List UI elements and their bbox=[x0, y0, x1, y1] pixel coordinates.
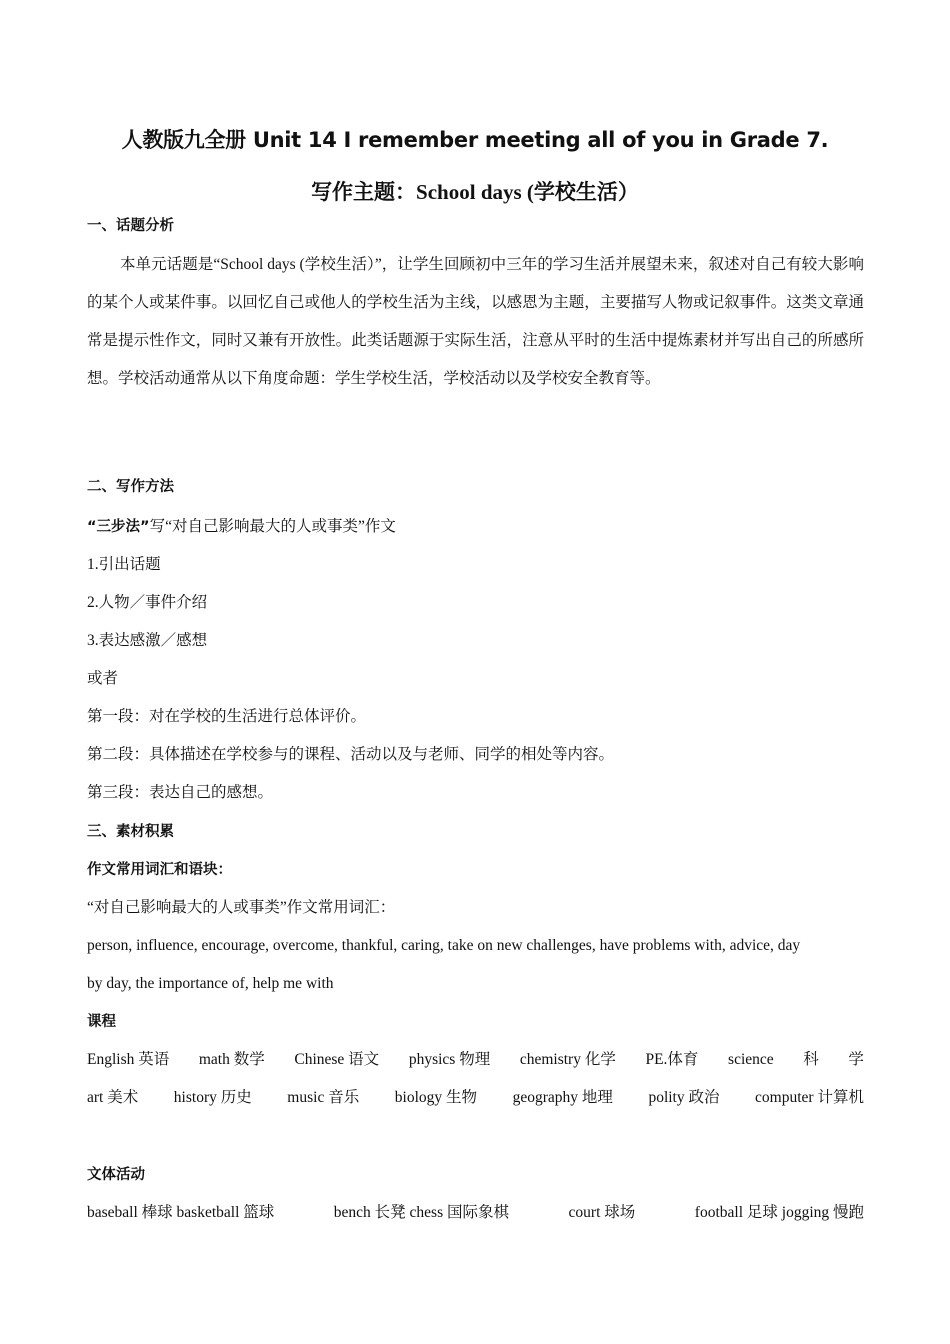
activity-item: court 球场 bbox=[568, 1204, 636, 1221]
course-item: chemistry 化学 bbox=[519, 1051, 616, 1068]
course-item: biology 生物 bbox=[394, 1089, 478, 1106]
vocab-line-2: by day, the importance of, help me with bbox=[87, 975, 334, 992]
activities-heading: 文体活动 bbox=[87, 1167, 145, 1183]
courses-row-2 bbox=[87, 1088, 864, 1108]
vocab-title: “对自己影响最大的人或事类”作文常用词汇： bbox=[87, 899, 396, 916]
course-item: polity 政治 bbox=[648, 1089, 720, 1106]
section2-heading: 二、写作方法 bbox=[87, 479, 174, 495]
document-subtitle: 写作主题：School days (学校生活） bbox=[311, 180, 639, 204]
courses-row-1 bbox=[87, 1050, 864, 1070]
course-item: 学 bbox=[848, 1051, 864, 1068]
course-item: math 数学 bbox=[198, 1051, 265, 1068]
activity-item: football 足球 jogging 慢跑 bbox=[694, 1204, 864, 1221]
section3-heading: 三、素材积累 bbox=[87, 824, 174, 840]
course-item: science bbox=[728, 1051, 774, 1068]
courses-heading: 课程 bbox=[87, 1014, 116, 1030]
course-item: Chinese 语文 bbox=[294, 1051, 380, 1068]
or-text: 或者 bbox=[87, 670, 119, 687]
section1-paragraph: 本单元话题是“School days (学校生活）”，让学生回顾初中三年的学习生活并展望未来，叙述对自己有较大影响的某个人或某件事。以回忆自己或他人的学校生活为主线，以感恩为主题，主要描写人物或记叙事件。这类文章通常是提示性作文，同时又兼有开放性。此类话题源于实际生活，注意从平时的生活中提炼素材并写出自己的所感所想。学校活动通常从以下角度命题：学生学校生活，学校活动以及学校安全教育等。 bbox=[87, 256, 864, 387]
course-item: art 美术 bbox=[87, 1089, 139, 1106]
document-title: 人教版九全册 Unit 14 I remember meeting all of you in Grade 7. bbox=[121, 128, 829, 152]
section3-subheading: 作文常用词汇和语块： bbox=[87, 862, 232, 878]
course-item: history 历史 bbox=[173, 1089, 252, 1106]
course-item: computer 计算机 bbox=[755, 1089, 864, 1106]
course-item: PE.体育 bbox=[645, 1051, 699, 1068]
course-item: 科 bbox=[803, 1051, 819, 1068]
method-intro-bold: “三步法” bbox=[87, 519, 150, 535]
step-2: 2.人物／事件介绍 bbox=[87, 594, 208, 611]
course-item: geography 地理 bbox=[512, 1089, 613, 1106]
method-intro bbox=[87, 517, 867, 537]
course-item: physics 物理 bbox=[408, 1051, 491, 1068]
method-intro-rest: 写“对自己影响最大的人或事类”作文 bbox=[149, 518, 396, 535]
vocab-line-1: person, influence, encourage, overcome, thankful, caring, take on new challenges, have problems with, advice, day bbox=[87, 937, 801, 954]
course-item: music 音乐 bbox=[287, 1089, 360, 1106]
step-1: 1.引出话题 bbox=[87, 556, 161, 573]
paragraph-3-desc: 第三段：表达自己的感想。 bbox=[87, 784, 274, 801]
activity-item: bench 长凳 chess 国际象棋 bbox=[333, 1204, 509, 1221]
paragraph-1-desc: 第一段：对在学校的生活进行总体评价。 bbox=[87, 708, 367, 725]
step-3: 3.表达感激／感想 bbox=[87, 632, 208, 649]
paragraph-2-desc: 第二段：具体描述在学校参与的课程、活动以及与老师、同学的相处等内容。 bbox=[87, 746, 615, 763]
section1-heading: 一、话题分析 bbox=[87, 218, 174, 234]
course-item: English 英语 bbox=[87, 1051, 170, 1068]
activities-row-1 bbox=[87, 1203, 864, 1223]
activity-item: baseball 棒球 basketball 篮球 bbox=[87, 1204, 275, 1221]
